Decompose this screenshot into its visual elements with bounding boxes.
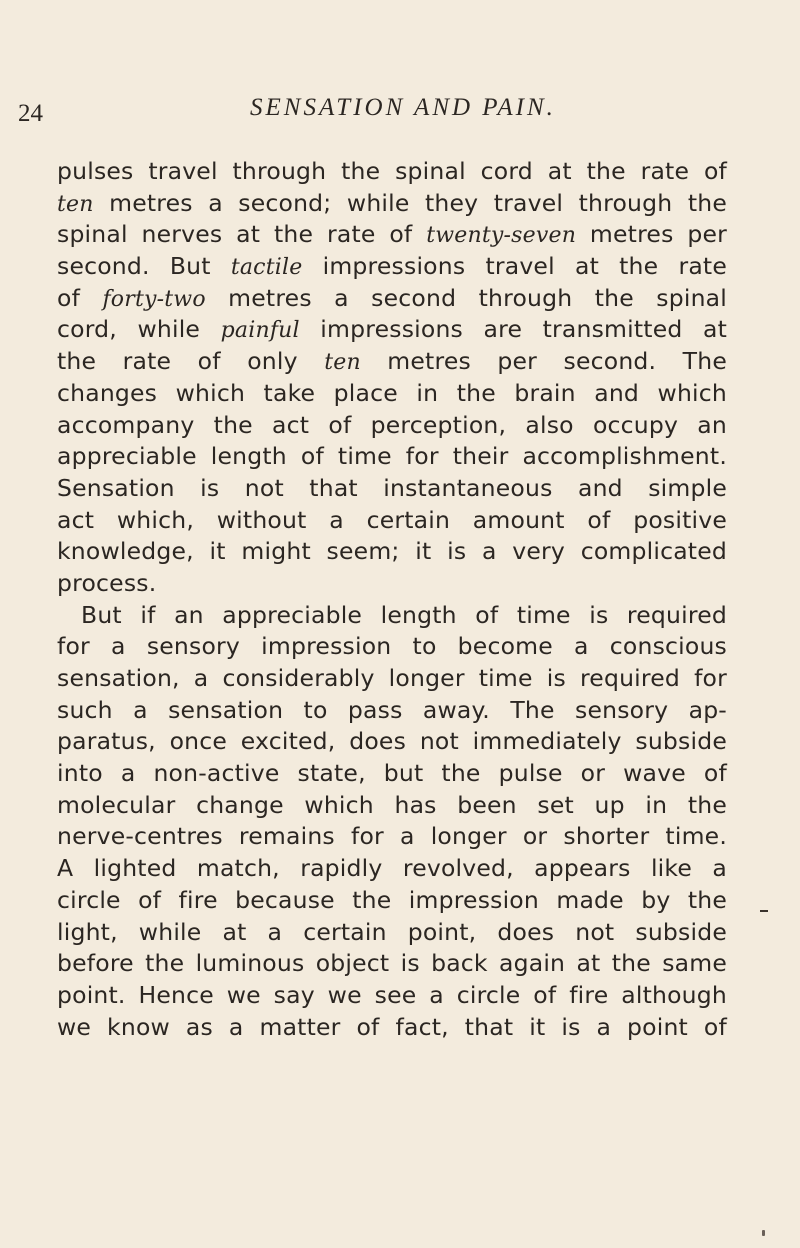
text-line — [57, 441, 727, 473]
italic-word: twenty-seven — [426, 223, 577, 249]
text-run: for a sensory impression to become a conscious — [57, 632, 727, 661]
text-line — [57, 410, 727, 442]
text-line — [57, 948, 727, 980]
text-run: But if an appreciable length of time is required — [81, 600, 727, 629]
body-text — [57, 156, 727, 1043]
text-run: light, while at a certain point, does not subside — [57, 917, 727, 946]
text-run: nerve-centres remains for a longer or shorter time. — [57, 822, 727, 851]
text-line — [57, 378, 727, 410]
text-run: of — [57, 283, 103, 312]
text-run: impressions are transmitted at — [299, 315, 728, 344]
italic-word: forty-two — [102, 286, 206, 312]
text-run: the rate of only — [57, 347, 325, 376]
text-line — [57, 568, 727, 600]
text-line — [57, 726, 727, 758]
text-line — [57, 853, 727, 885]
text-line — [57, 663, 727, 695]
text-line — [57, 156, 727, 188]
italic-word: ten — [57, 191, 94, 217]
text-run: act which, without a certain amount of positive — [57, 505, 727, 534]
text-line — [57, 314, 727, 346]
running-head: SENSATION AND PAIN. — [250, 94, 556, 121]
page-number: 24 — [18, 100, 43, 127]
italic-word: tactile — [230, 255, 303, 281]
text-line — [57, 283, 727, 315]
text-run: metres per — [576, 220, 727, 249]
text-run: metres a second through the spinal — [205, 283, 727, 312]
text-line — [57, 505, 727, 537]
paper-speck — [762, 1230, 765, 1236]
text-line — [57, 885, 727, 917]
text-run: accompany the act of perception, also occupy an — [57, 410, 727, 439]
text-line — [57, 758, 727, 790]
text-run: circle of fire because the impression made by the — [57, 885, 727, 914]
text-run: into a non-active state, but the pulse or wave of — [57, 759, 727, 788]
text-run: metres a second; while they travel through the — [93, 188, 727, 217]
text-run: changes which take place in the brain and which — [57, 378, 727, 407]
text-run: cord, while — [57, 315, 221, 344]
text-run: impressions travel at the rate — [302, 252, 727, 281]
text-line — [57, 536, 727, 568]
text-line — [57, 600, 727, 632]
text-line — [57, 1012, 727, 1044]
text-run: such a sensation to pass away. The sensory ap- — [57, 695, 727, 724]
text-run: knowledge, it might seem; it is a very complicated — [57, 537, 727, 566]
text-run: spinal nerves at the rate of — [57, 220, 427, 249]
text-line — [57, 631, 727, 663]
text-run: appreciable length of time for their accomplishment. — [57, 442, 727, 471]
text-line — [57, 695, 727, 727]
text-line — [57, 917, 727, 949]
text-run: second. But — [57, 252, 231, 281]
text-run: we know as a matter of fact, that it is a point of — [57, 1012, 727, 1041]
text-run: sensation, a considerably longer time is required for — [57, 664, 727, 692]
text-run: A lighted match, rapidly revolved, appears like a — [57, 854, 727, 883]
text-run: paratus, once excited, does not immediately subside — [57, 727, 727, 756]
text-line — [57, 980, 727, 1012]
margin-mark — [760, 910, 768, 912]
text-run: before the luminous object is back again at the same — [57, 949, 727, 978]
text-line — [57, 219, 727, 251]
text-line — [57, 188, 727, 220]
text-run: pulses travel through the spinal cord at the rate of — [57, 157, 727, 185]
text-run: metres per second. The — [360, 347, 727, 376]
text-run: point. Hence we say we see a circle of fire although — [57, 980, 727, 1009]
italic-word: painful — [220, 318, 300, 344]
italic-word: ten — [324, 350, 361, 376]
text-line — [57, 251, 727, 283]
text-line — [57, 790, 727, 822]
text-run: Sensation is not that instantaneous and simple — [57, 473, 727, 502]
text-run: process. — [57, 568, 157, 597]
text-line — [57, 821, 727, 853]
text-line — [57, 346, 727, 378]
text-run: molecular change which has been set up in the — [57, 790, 727, 819]
text-line — [57, 473, 727, 505]
